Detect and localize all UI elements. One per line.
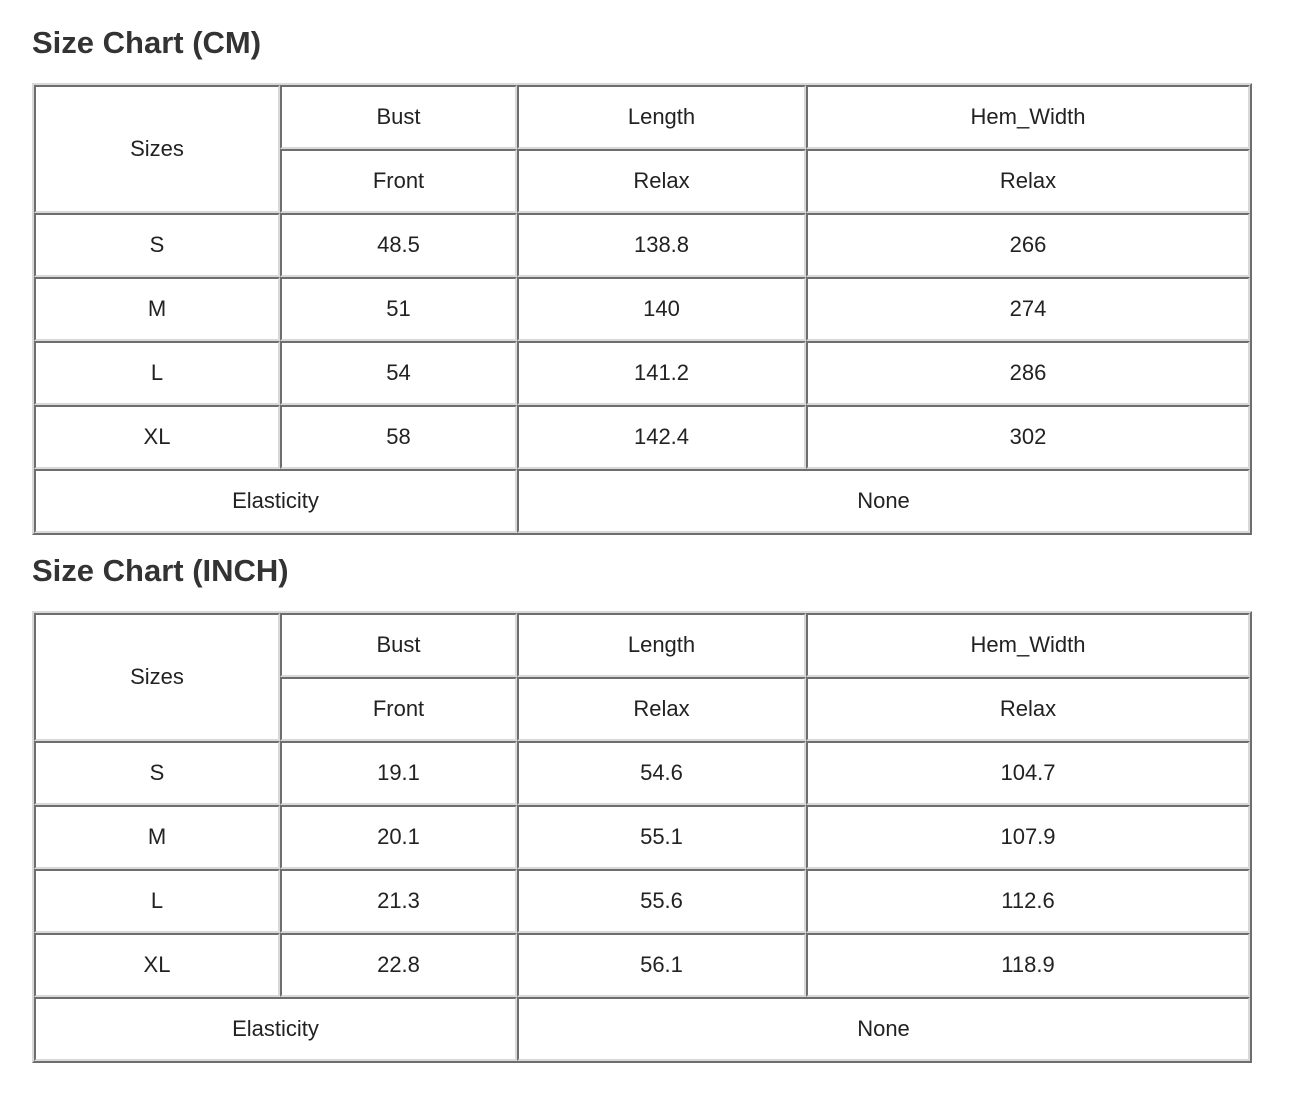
length-cell: 56.1 [517,933,806,997]
table-row [34,405,1250,469]
size-chart-cm-title: Size Chart (CM) [32,25,262,60]
bust-subheader-cell: Front [280,677,517,741]
length-cell: 54.6 [517,741,806,805]
bust-header-cell: Bust [280,613,517,677]
hem-width-cell: 112.6 [806,869,1250,933]
length-cell: 55.6 [517,869,806,933]
bust-cell: 20.1 [280,805,517,869]
hem-width-cell: 274 [806,277,1250,341]
bust-cell: 51 [280,277,517,341]
table-row [34,933,1250,997]
elasticity-row [34,469,1250,533]
length-cell: 141.2 [517,341,806,405]
sizes-header-cell: Sizes [34,85,280,213]
length-cell: 140 [517,277,806,341]
elasticity-row [34,997,1250,1061]
size-cell: S [34,213,280,277]
hem-width-subheader-cell: Relax [806,677,1250,741]
bust-subheader-cell: Front [280,149,517,213]
length-cell: 138.8 [517,213,806,277]
size-chart-inch-title: Size Chart (INCH) [32,553,289,588]
length-subheader-cell: Relax [517,677,806,741]
size-cell: M [34,277,280,341]
hem-width-header-cell: Hem_Width [806,613,1250,677]
size-cell: XL [34,933,280,997]
hem-width-cell: 302 [806,405,1250,469]
length-header-cell: Length [517,85,806,149]
length-header-cell: Length [517,613,806,677]
sizes-header-cell: Sizes [34,613,280,741]
length-subheader-cell: Relax [517,149,806,213]
table-row [34,869,1250,933]
size-chart-inch-table [32,611,1252,1063]
elasticity-label-cell: Elasticity [34,469,517,533]
elasticity-value-cell: None [517,469,1250,533]
size-cell: L [34,341,280,405]
bust-cell: 58 [280,405,517,469]
size-cell: XL [34,405,280,469]
bust-cell: 54 [280,341,517,405]
table-row [34,277,1250,341]
bust-cell: 22.8 [280,933,517,997]
length-cell: 142.4 [517,405,806,469]
bust-header-cell: Bust [280,85,517,149]
bust-cell: 19.1 [280,741,517,805]
size-chart-cm-table [32,83,1252,535]
header-row [34,613,1250,677]
hem-width-cell: 286 [806,341,1250,405]
hem-width-cell: 266 [806,213,1250,277]
hem-width-header-cell: Hem_Width [806,85,1250,149]
table-row [34,341,1250,405]
table-row [34,805,1250,869]
hem-width-cell: 104.7 [806,741,1250,805]
table-row [34,213,1250,277]
hem-width-subheader-cell: Relax [806,149,1250,213]
hem-width-cell: 107.9 [806,805,1250,869]
length-cell: 55.1 [517,805,806,869]
table-row [34,741,1250,805]
size-cell: M [34,805,280,869]
size-cell: S [34,741,280,805]
size-cell: L [34,869,280,933]
elasticity-value-cell: None [517,997,1250,1061]
header-row [34,85,1250,149]
bust-cell: 48.5 [280,213,517,277]
elasticity-label-cell: Elasticity [34,997,517,1061]
hem-width-cell: 118.9 [806,933,1250,997]
bust-cell: 21.3 [280,869,517,933]
